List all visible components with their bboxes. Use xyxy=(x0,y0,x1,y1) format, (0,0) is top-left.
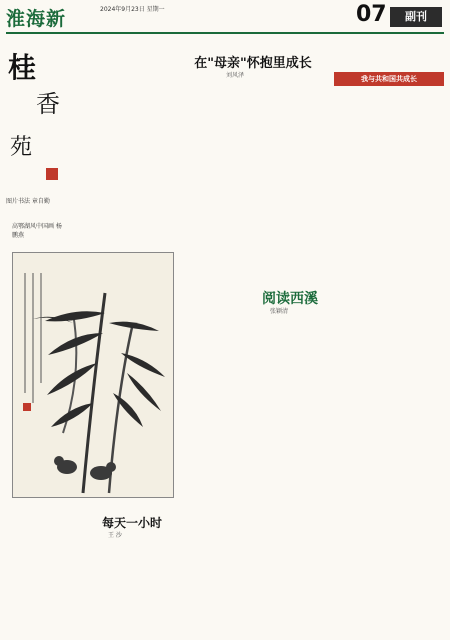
header-rule xyxy=(6,32,444,34)
masthead: 淮海新 xyxy=(6,8,67,30)
calligraphy-caption: 图片书法 章自勤 xyxy=(6,198,50,205)
calligraphy-char-2: 香 xyxy=(36,90,60,118)
column-text xyxy=(256,512,332,634)
calligraphy-char-1: 桂 xyxy=(8,51,37,84)
article-author: 王 沙 xyxy=(108,532,122,539)
bamboo-painting xyxy=(12,252,174,498)
column-text xyxy=(72,40,138,245)
article-title: 阅读西溪 xyxy=(262,291,318,307)
column-text xyxy=(256,272,332,512)
column-text xyxy=(336,92,444,270)
red-seal-stamp xyxy=(46,168,58,180)
column-text xyxy=(178,272,252,512)
page-number: 07 xyxy=(356,2,387,27)
column-text xyxy=(256,80,332,266)
article-title: 每天一小时 xyxy=(102,516,163,530)
column-text xyxy=(178,80,252,266)
section-tag: 我与共和国共成长 xyxy=(334,72,444,86)
page-label: 副刊 xyxy=(390,7,442,27)
column-text xyxy=(100,542,174,634)
dateline: 2024年9月23日 星期一 xyxy=(100,6,165,13)
article-title: 在"母亲"怀抱里成长 xyxy=(194,56,312,71)
calligraphy-artwork xyxy=(6,40,68,190)
calligraphy-char-3: 苑 xyxy=(10,135,33,160)
photo-caption: 高鄂湖风中国画 杨鹏燕 xyxy=(12,223,62,239)
column-text xyxy=(182,512,252,634)
bamboo-painting-illustration xyxy=(13,253,173,497)
column-text xyxy=(12,506,92,634)
article-author: 张颖清 xyxy=(270,308,289,315)
column-text xyxy=(336,272,444,634)
article-author: 刘风泽 xyxy=(226,72,245,79)
